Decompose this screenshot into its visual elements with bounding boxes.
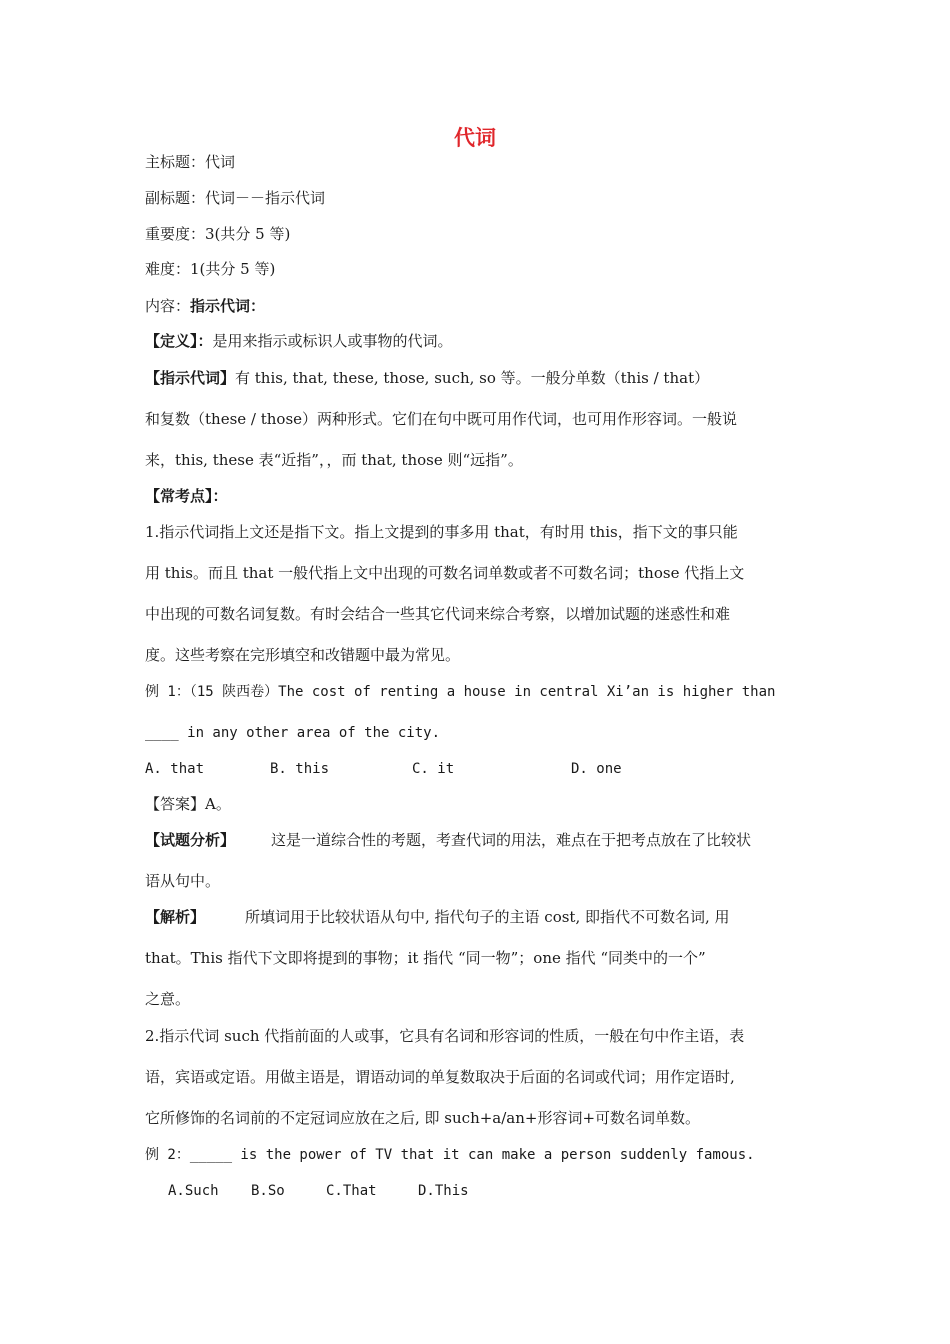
- option-b: B.So: [251, 1183, 285, 1199]
- definition-text: 是用来指示或标识人或事物的代词。: [212, 332, 453, 350]
- intro-text-1: 有 this, that, these, those, such, so 等。一般分单数（this / that）: [235, 369, 710, 387]
- example1-options: [145, 759, 815, 779]
- importance-line: 重要度：3(共分 5 等): [145, 225, 291, 243]
- example2-line-1: 例 2：_____ is the power of TV that it can make a person suddenly famous.: [145, 1147, 755, 1163]
- analysis-line-1: [145, 830, 815, 850]
- analysis-text-1: 这是一道综合性的考题，考查代词的用法，难点在于把考点放在了比较状: [271, 831, 752, 849]
- explain-line-1: [145, 907, 815, 927]
- point2-line-2: 语，宾语或定语。用做主语是，谓语动词的单复数取决于后面的名词或代词；用作定语时,: [145, 1068, 735, 1086]
- example1-line-2: ____ in any other area of the city.: [145, 725, 441, 741]
- main-title-line: 主标题：代词: [145, 153, 236, 171]
- content-label: 内容：: [145, 297, 191, 315]
- point1-line-1: 1.指示代词指上文还是指下文。指上文提到的事多用 that，有时用 this，指下文的事只能: [145, 523, 738, 541]
- explain-text-1: 所填词用于比较状语从句中, 指代句子的主语 cost, 即指代不可数名词, 用: [245, 908, 730, 926]
- option-d: D. one: [571, 761, 622, 777]
- answer-line: 【答案】A。: [145, 795, 231, 813]
- document-title: 代词: [454, 126, 496, 150]
- content-topic: 指示代词：: [190, 297, 266, 315]
- option-a: A.Such: [168, 1183, 219, 1199]
- explain-label: 【解析】: [145, 908, 206, 926]
- option-c: C. it: [412, 761, 455, 777]
- difficulty-line: 难度：1(共分 5 等): [145, 260, 276, 278]
- example2-options: [168, 1181, 838, 1201]
- explain-line-3: 之意。: [145, 990, 191, 1008]
- intro-line-1: [145, 368, 815, 388]
- option-d: D.This: [418, 1183, 469, 1199]
- key-points-label: 【常考点】：: [145, 487, 228, 505]
- intro-label: 【指示代词】: [145, 369, 236, 387]
- definition-label: 【定义】：: [145, 332, 213, 350]
- analysis-label: 【试题分析】: [145, 831, 236, 849]
- point2-line-3: 它所修饰的名词前的不定冠词应放在之后, 即 such+a/an+形容词+可数名词单数。: [145, 1109, 701, 1127]
- point1-line-2: 用 this。而且 that 一般代指上文中出现的可数名词单数或者不可数名词；those 代指上文: [145, 564, 745, 582]
- content-line: [145, 296, 815, 316]
- intro-line-3: 来，this, these 表“近指”，，而 that, those 则“远指”。: [145, 451, 523, 469]
- point2-line-1: 2.指示代词 such 代指前面的人或事，它具有名词和形容词的性质，一般在句中作主语，表: [145, 1027, 745, 1045]
- example1-line-1: 例 1：（15 陕西卷）The cost of renting a house in central Xi’an is higher than: [145, 684, 776, 700]
- point1-line-3: 中出现的可数名词复数。有时会结合一些其它代词来综合考察，以增加试题的迷惑性和难: [145, 605, 731, 623]
- explain-line-2: that。This 指代下文即将提到的事物；it 指代 “同一物”；one 指代 “同类中的一个”: [145, 949, 706, 967]
- option-b: B. this: [270, 761, 330, 777]
- subtitle-line: 副标题：代词－－指示代词: [145, 189, 326, 207]
- analysis-line-2: 语从句中。: [145, 872, 221, 890]
- point1-line-4: 度。这些考察在完形填空和改错题中最为常见。: [145, 646, 461, 664]
- option-c: C.That: [326, 1183, 377, 1199]
- definition-line: [145, 331, 815, 351]
- intro-line-2: 和复数（these / those）两种形式。它们在句中既可用作代词，也可用作形容词。一般说: [145, 410, 738, 428]
- option-a: A. that: [145, 761, 205, 777]
